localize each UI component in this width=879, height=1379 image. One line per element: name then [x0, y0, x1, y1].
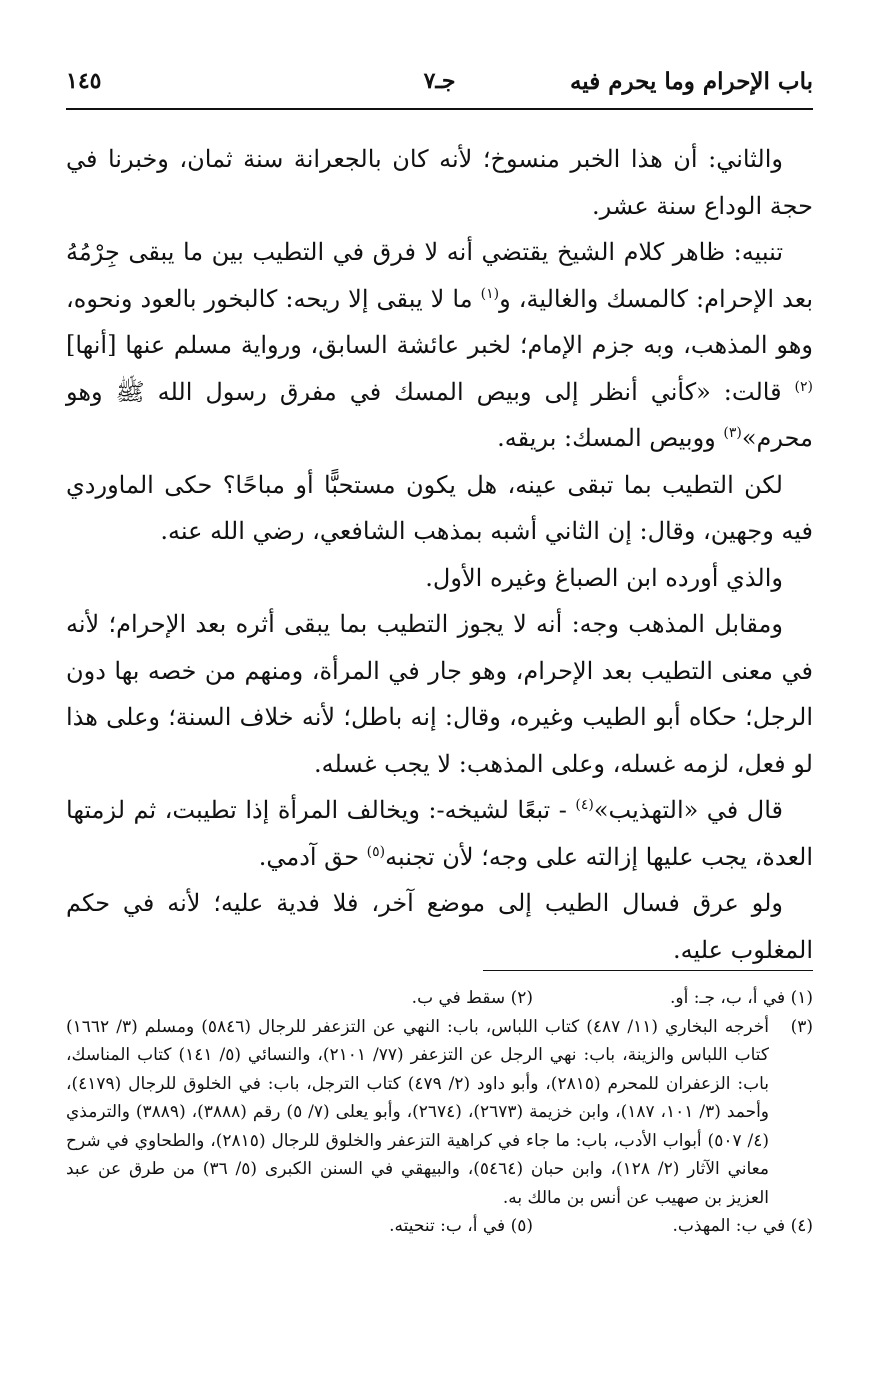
footnote-4 [533, 1212, 813, 1241]
footnote-1 [533, 984, 813, 1013]
volume-number: جـ٧ [423, 68, 456, 94]
footnote-3-text: أخرجه البخاري (١١/ ٤٨٧) كتاب اللباس، باب: النهي عن التزعفر للرجال (٥٨٤٦) ومسلم (٣/ ١٦٦٢) كتاب اللباس والزينة، باب: نهي الرجل عن التزعفر (٧٧/ ٢١٠١)، والنسائي (٥/ ١٤١) كتاب المناسك، باب: الزعفران للمحرم (٢٨١٥)، وأبو داود (٢/ ٤٧٩) كتاب الترجل، باب: في الخلوق للرجال (٤١٧٩)، وأحمد (٣/ ١٠١، ١٨٧)، وابن خزيمة (٢٦٧٣)، (٢٦٧٤)، وأبو يعلى (٧/ ٥) رقم (٣٨٨٨)، (٣٨٨٩) والترمذي (٤/ ٥٠٧) أبواب الأدب، باب: ما جاء في كراهية التزعفر والخلوق للرجال (٢٨١٥)، والطحاوي في شرح معاني الآثار (٢/ ١٢٨)، وابن حبان (٥٤٦٤)، والبيهقي في السنن الكبرى (٥/ ٣٦) من طرق عن عبد العزيز بن صهيب عن أنس بن مالك به. [66, 1016, 770, 1208]
footnote-row-1-2 [66, 984, 813, 1013]
paragraph-6-part-b: - تبعًا لشيخه-: ويخالف المرأة إذا تطيبت، ثم لزمتها العدة، يجب عليها إزالته على وجه؛ لأن تجنبه [66, 796, 813, 871]
footnotes [66, 984, 813, 1241]
paragraph-5: ومقابل المذهب وجه: أنه لا يجوز التطيب بما يبقى أثره بعد الإحرام؛ لأنه في معنى التطيب بعد الإحرام، وهو جار في المرأة، ومنهم من خصه بها دون الرجل؛ حكاه أبو الطيب وغيره، وقال: إنه باطل؛ لأنه خلاف السنة؛ وعلى هذا لو فعل، لزمه غسله، وعلى المذهب: لا يجب غسله. [66, 610, 813, 778]
paragraph-3: لكن التطيب بما تبقى عينه، هل يكون مستحبًّا أو مباحًا؟ حكى الماوردي فيه وجهين، وقال: إن الثاني أشبه بمذهب الشافعي، رضي الله عنه. [66, 470, 813, 545]
running-header [66, 64, 813, 110]
paragraph-2-part-c: قالت: «كأني أنظر إلى وبيص المسك في مفرق رسول الله ﷺ وهو محرم» [66, 377, 813, 452]
footnote-1-text: في أ، ب، جـ: أو. [670, 988, 786, 1008]
footnote-5 [253, 1212, 533, 1241]
footnote-3 [66, 1013, 813, 1213]
footnote-5-text: في أ، ب: تنحيته. [389, 1216, 506, 1236]
paragraph-2 [66, 229, 813, 462]
footnote-divider [483, 970, 813, 971]
footnote-row-4-5 [66, 1212, 813, 1241]
footnote-2 [253, 984, 533, 1013]
footnote-1-number: (١) [790, 988, 813, 1008]
footnote-3-number: (٣) [790, 1016, 813, 1037]
footnote-5-number: (٥) [510, 1216, 533, 1236]
paragraph-7: ولو عرق فسال الطيب إلى موضع آخر، فلا فدية عليه؛ لأنه في حكم المغلوب عليه. [66, 889, 813, 964]
chapter-title: باب الإحرام وما يحرم فيه [569, 68, 813, 95]
footnote-ref-4: (٤) [575, 797, 594, 813]
footnote-4-number: (٤) [790, 1216, 813, 1236]
footnote-ref-2: (٢) [794, 378, 813, 395]
paragraph-1: والثاني: أن هذا الخبر منسوخ؛ لأنه كان بالجعرانة سنة ثمان، وخبرنا في حجة الوداع سنة عشر. [66, 145, 813, 220]
footnote-2-text: سقط في ب. [411, 988, 506, 1008]
paragraph-6-part-a: قال في «التهذيب» [593, 796, 783, 824]
footnote-2-number: (٢) [510, 988, 533, 1008]
paragraph-4: والذي أورده ابن الصباغ وغيره الأول. [425, 563, 783, 592]
main-text [66, 136, 813, 973]
paragraph-6-part-c: حق آدمي. [258, 842, 367, 871]
footnote-ref-3: (٣) [723, 425, 742, 441]
paragraph-2-part-a: تنبيه: ظاهر كلام الشيخ يقتضي أنه لا فرق في التطيب بين ما يبقى جِرْمُهُ بعد الإحرام: كالمسك والغالية، و [66, 238, 814, 313]
footnote-ref-1: (١) [480, 285, 500, 302]
footnote-ref-5: (٥) [366, 843, 386, 860]
paragraph-6 [66, 787, 813, 880]
footnote-4-text: في ب: المهذب. [672, 1216, 786, 1236]
paragraph-2-part-d: ووبيص المسك: بريقه. [497, 424, 724, 452]
paragraph-2-part-b: ما لا يبقى إلا ريحه: كالبخور بالعود ونحوه، وهو المذهب، وبه جزم الإمام؛ لخبر عائشة السابق، ورواية مسلم عنها [أنها] [66, 284, 813, 359]
page-number: ١٤٥ [66, 68, 102, 94]
